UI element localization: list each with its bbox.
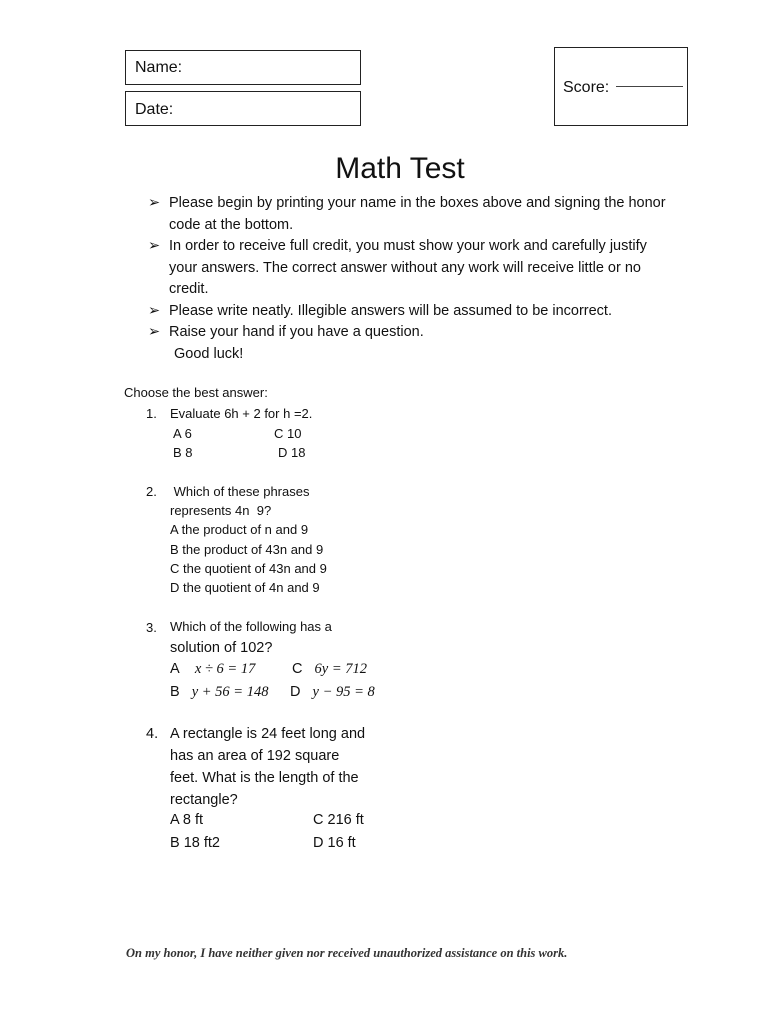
arrow-bullet-icon: ➢: [148, 324, 161, 340]
choice-d[interactable]: [290, 681, 375, 703]
question-line: Evaluate 6h + 2 for h =2.: [170, 406, 313, 421]
choice-a[interactable]: [170, 658, 255, 680]
question-line: A rectangle is 24 feet long and: [170, 726, 366, 742]
question-line: Which of the following has a: [170, 619, 332, 634]
question-4: [146, 723, 466, 863]
choice-b[interactable]: B the product of 43n and 9: [170, 541, 324, 557]
question-number: 2.: [146, 484, 157, 499]
honor-code: On my honor, I have neither given nor received unauthorized assistance on this work.: [126, 946, 568, 960]
question-line: has an area of 192 square: [170, 748, 340, 764]
choice-a[interactable]: A 8 ft: [170, 812, 204, 828]
question-1: [146, 404, 446, 464]
name-box[interactable]: [125, 50, 361, 85]
choice-letter: D: [290, 684, 301, 700]
score-line: [616, 86, 683, 87]
choice-letter: A: [170, 661, 179, 677]
choice-d[interactable]: D 18: [278, 445, 306, 460]
instruction-item: [148, 193, 668, 236]
question-line: rectangle?: [170, 792, 238, 808]
choice-expression: x ÷ 6 = 17: [194, 661, 256, 677]
choice-b[interactable]: [170, 681, 268, 703]
question-number: 4.: [146, 726, 159, 742]
instruction-item: [148, 301, 668, 323]
question-line: feet. What is the length of the: [170, 770, 359, 786]
instruction-item: [148, 322, 668, 344]
question-number: 1.: [146, 406, 157, 421]
question-stem: [170, 404, 446, 423]
score-box[interactable]: [554, 47, 688, 126]
question-stem: [170, 723, 466, 811]
section-heading: Choose the best answer:: [124, 385, 268, 400]
instruction-text: Please begin by printing your name in the boxes above and signing the honor code at the bottom.: [169, 195, 666, 233]
arrow-bullet-icon: ➢: [148, 302, 161, 319]
question-stem: [170, 617, 466, 659]
choice-expression: y + 56 = 148: [191, 684, 269, 700]
choice-a[interactable]: A 6: [173, 426, 192, 441]
choice-c[interactable]: [292, 658, 367, 680]
page-title: Math Test: [335, 152, 465, 185]
name-label: Name:: [135, 59, 183, 76]
date-box[interactable]: [125, 91, 361, 126]
score-label: Score:: [563, 79, 610, 96]
instruction-text: Raise your hand if you have a question.: [169, 324, 424, 340]
instruction-text: Please write neatly. Illegible answers will be assumed to be incorrect.: [169, 302, 612, 319]
choice-letter: C: [292, 661, 303, 677]
choice-d[interactable]: D the quotient of 4n and 9: [170, 580, 320, 596]
choice-expression: y − 95 = 8: [312, 684, 375, 700]
instruction-text: In order to receive full credit, you must show your work and carefully justify your answers. The correct answer without any work will receive little or no credit.: [169, 238, 647, 297]
question-2: [146, 482, 446, 597]
choice-c[interactable]: C 216 ft: [313, 812, 364, 828]
choice-b[interactable]: B 8: [173, 445, 193, 460]
choice-c[interactable]: C 10: [274, 426, 302, 441]
question-line: represents 4n 9?: [170, 503, 272, 519]
date-label: Date:: [135, 101, 174, 118]
good-luck: Good luck!: [174, 345, 244, 362]
choice-letter: B: [170, 684, 180, 700]
choice-c[interactable]: C the quotient of 43n and 9: [170, 560, 327, 576]
question-stem: [170, 482, 446, 597]
question-line: solution of 102?: [170, 640, 273, 656]
choice-d[interactable]: D 16 ft: [313, 835, 356, 851]
arrow-bullet-icon: ➢: [148, 195, 161, 211]
question-line: Which of these phrases: [170, 484, 310, 499]
choice-b[interactable]: B 18 ft2: [170, 835, 220, 851]
instructions-list: [148, 193, 668, 365]
question-3: [146, 617, 466, 707]
choice-expression: 6y = 712: [314, 661, 367, 677]
instruction-item: [148, 236, 668, 301]
arrow-bullet-icon: ➢: [148, 238, 161, 254]
choice-a[interactable]: A the product of n and 9: [170, 522, 309, 538]
question-number: 3.: [146, 620, 157, 635]
